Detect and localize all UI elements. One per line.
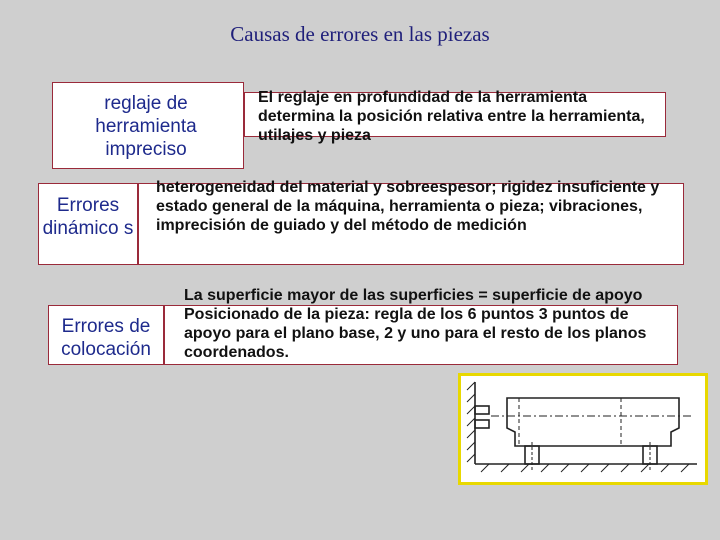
slide-title: Causas de errores en las piezas [230, 22, 490, 46]
label-reglaje: reglaje de herramienta impreciso [95, 93, 197, 160]
description-reglaje: El reglaje en profundidad de la herramienta determina la posición relativa entre la herramienta, utilajes y pieza [258, 89, 645, 144]
positioning-figure [458, 373, 708, 485]
workpiece-positioning-drawing [461, 376, 705, 482]
label-dinamicos: Errores dinámico s [42, 195, 134, 239]
description-colocacion: La superficie mayor de las superficies = superficie de apoyo Posicionado de la pieza: regla de los 6 puntos 3 puntos de apoyo para el plano base, 2 y uno para el resto de los planos coordenados. [184, 287, 647, 361]
label-colocacion: Errores de colocación [61, 316, 151, 360]
description-dinamicos: heterogeneidad del material y sobreespesor; rigidez insuficiente y estado general de la máquina, herramienta o pieza; vibraciones, imprecisión de guiado y del método de medición [156, 179, 660, 234]
